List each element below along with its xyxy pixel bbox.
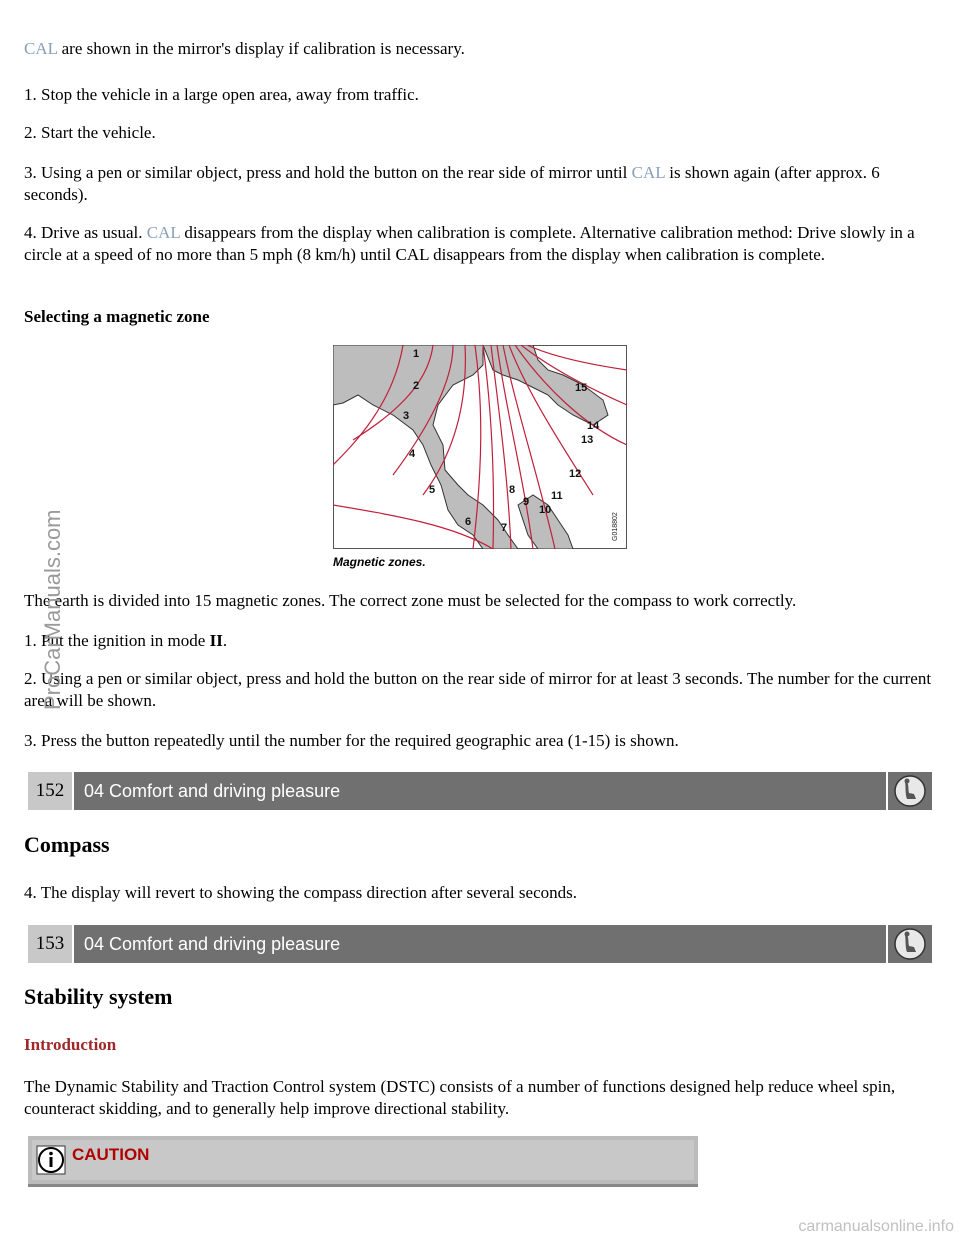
page-number: 152: [28, 772, 72, 810]
magnetic-zones-map: [333, 345, 627, 549]
magnetic-zones-figure: [333, 345, 627, 573]
cal-term: CAL: [24, 39, 58, 58]
page-header-bar-152: [28, 772, 932, 810]
figure-code: G018802: [612, 512, 619, 541]
zone-label: 5: [429, 484, 436, 496]
corner-watermark: carmanualsonline.info: [798, 1218, 954, 1235]
calibration-step-3: 3. Using a pen or similar object, press and hold the button on the rear side of mirror until CAL is shown again (after approx. 6 seconds).: [24, 163, 880, 204]
zones-intro-text: The earth is divided into 15 magnetic zones. The correct zone must be selected for the compass to work correctly.: [24, 591, 797, 610]
seat-icon: [888, 772, 932, 810]
zone-label: 12: [569, 468, 582, 480]
info-icon: [36, 1145, 66, 1175]
zone-step-2: 2. Using a pen or similar object, press and hold the button on the rear side of mirror for at least 3 seconds. The number for the current area will be shown.: [24, 669, 932, 710]
caution-label: CAUTION: [72, 1145, 150, 1164]
zone-label: 10: [539, 504, 552, 516]
chapter-title: 04 Comfort and driving pleasure: [74, 772, 886, 810]
zone-step-1: 1. Put the ignition in mode II.: [24, 631, 228, 650]
seat-icon: [888, 925, 932, 963]
zone-label: 14: [587, 420, 600, 432]
zone-label: 3: [403, 410, 410, 422]
cal-term: CAL: [631, 163, 665, 182]
section-heading-magnetic-zone: Selecting a magnetic zone: [24, 307, 210, 326]
zone-step-3: 3. Press the button repeatedly until the number for the required geographic area (1-15) is shown.: [24, 731, 679, 750]
caution-box: [28, 1136, 698, 1187]
zone-label: 1: [413, 348, 420, 360]
calibration-step-1: 1. Stop the vehicle in a large open area, away from traffic.: [24, 85, 419, 104]
chapter-title: 04 Comfort and driving pleasure: [74, 925, 886, 963]
page-number: 153: [28, 925, 72, 963]
zone-label: 15: [575, 382, 588, 394]
zone-label: 9: [523, 496, 530, 508]
introduction-subheading: Introduction: [24, 1035, 117, 1054]
compass-step-4: 4. The display will revert to showing the compass direction after several seconds.: [24, 883, 577, 902]
intro-text: CAL are shown in the mirror's display if calibration is necessary.: [24, 39, 465, 58]
side-watermark: ProCarManuals.com: [40, 509, 65, 710]
zone-label: 2: [413, 380, 420, 392]
figure-caption: Magnetic zones.: [333, 555, 426, 569]
zone-label: 4: [409, 448, 416, 460]
compass-heading: Compass: [24, 832, 110, 857]
calibration-step-4: 4. Drive as usual. CAL disappears from the display when calibration is complete. Alternative calibration method: Drive slowly in a circle at a speed of no more than 5 mph (8 km/h) until CAL disappears from the display when calibration is complete.: [24, 223, 915, 264]
zone-label: 8: [509, 484, 516, 496]
calibration-step-2: 2. Start the vehicle.: [24, 123, 156, 142]
stability-intro-text: The Dynamic Stability and Traction Control system (DSTC) consists of a number of functions designed help reduce wheel spin, counteract skidding, and to generally help improve directional stability.: [24, 1077, 896, 1118]
zone-label: 7: [501, 522, 508, 534]
stability-heading: Stability system: [24, 984, 173, 1009]
cal-term: CAL: [146, 223, 181, 242]
zone-label: 11: [551, 490, 563, 502]
zone-label: 13: [581, 434, 594, 446]
zone-label: 6: [465, 516, 472, 528]
page-header-bar-153: [28, 925, 932, 963]
